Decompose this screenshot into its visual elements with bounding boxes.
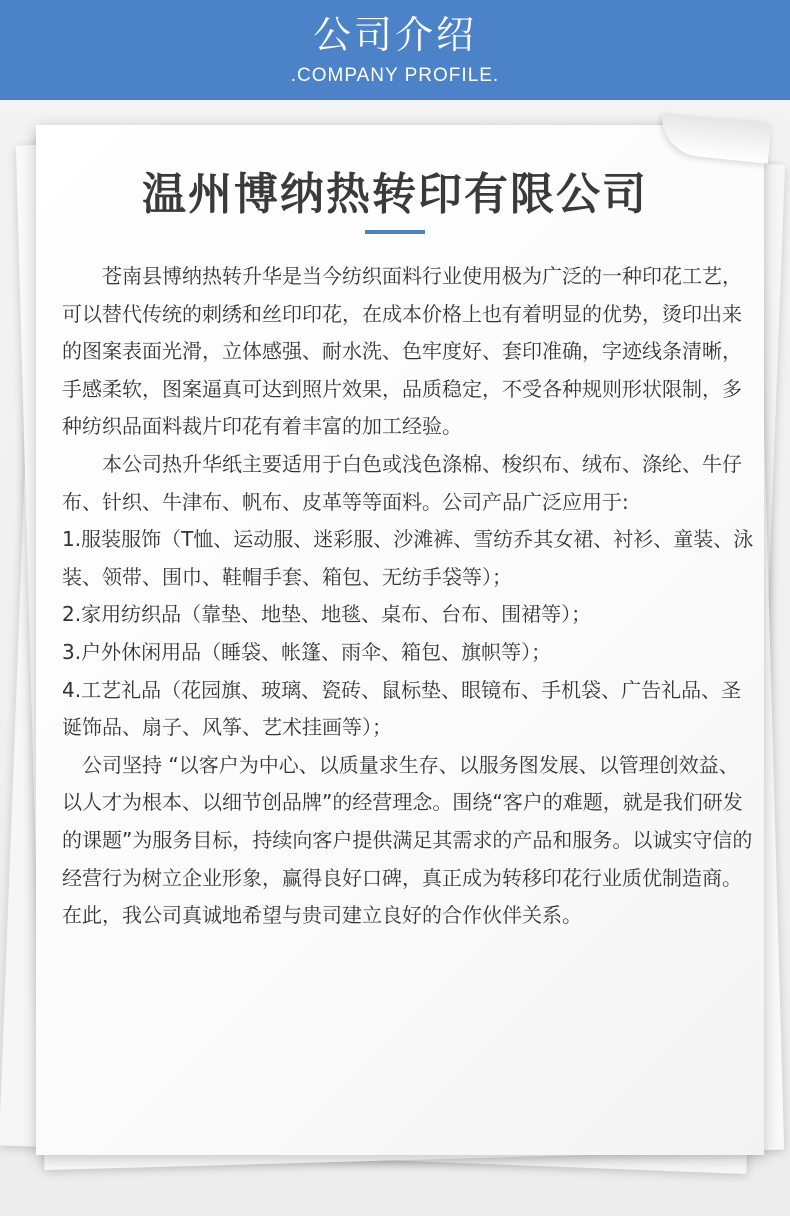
header-banner — [0, 0, 790, 100]
title-underline — [365, 230, 425, 234]
list-item-home-textiles: 2.家用纺织品（靠垫、地垫、地毯、桌布、台布、围裙等）； — [62, 602, 592, 627]
list-item-apparel: 1.服装服饰（T恤、运动服、迷彩服、沙滩裤、雪纺乔其女裙、衬衫、童装、泳装、领带、围巾、鞋帽手套、箱包、无纺手袋等）； — [62, 527, 754, 589]
list-item-gifts: 4.工艺礼品（花园旗、玻璃、瓷砖、鼠标垫、眼镜布、手机袋、广告礼品、圣诞饰品、扇子、风筝、艺术挂画等）； — [62, 677, 742, 740]
header-subtitle: .COMPANY PROFILE. — [290, 65, 500, 86]
profile-body — [62, 258, 754, 935]
company-name-heading: 温州博纳热转印有限公司 — [142, 169, 648, 220]
paragraph-applications: 本公司热升华纸主要适用于白色或浅色涤棉、梭织布、绒布、涤纶、牛仔布、针织、牛津布、帆布、皮革等等面料。公司产品广泛应用于: — [62, 451, 742, 514]
header-title: 公司介绍 — [312, 13, 477, 57]
paragraph-philosophy: 公司坚持 “以客户为中心、以质量求生存、以服务图发展、以管理创效益、以人才为根本、以细节创品牌”的经营理念。围绕“客户的难题，就是我们研发的课题”为服务目标，持续向客户提供满足其需求的产品和服务。以诚实守信的经营行为树立企业形象，赢得良好口碑，真正成为转移印花行业质优制造商。在此，我公司真诚地希望与贵司建立良好的合作伙伴关系。 — [62, 752, 753, 928]
list-item-outdoor: 3.户外休闲用品（睡袋、帐篷、雨伞、箱包、旗帜等）； — [62, 639, 552, 664]
paragraph-intro: 苍南县博纳热转升华是当今纺织面料行业使用极为广泛的一种印花工艺，可以替代传统的刺绣和丝印印花，在成本价格上也有着明显的优势，烫印出来的图案表面光滑，立体感强、耐水洗、色牢度好、套印准确，字迹线条清晰，手感柔软，图案逼真可达到照片效果，品质稳定，不受各种规则形状限制，多种纺织品面料裁片印花有着丰富的加工经验。 — [62, 264, 742, 439]
